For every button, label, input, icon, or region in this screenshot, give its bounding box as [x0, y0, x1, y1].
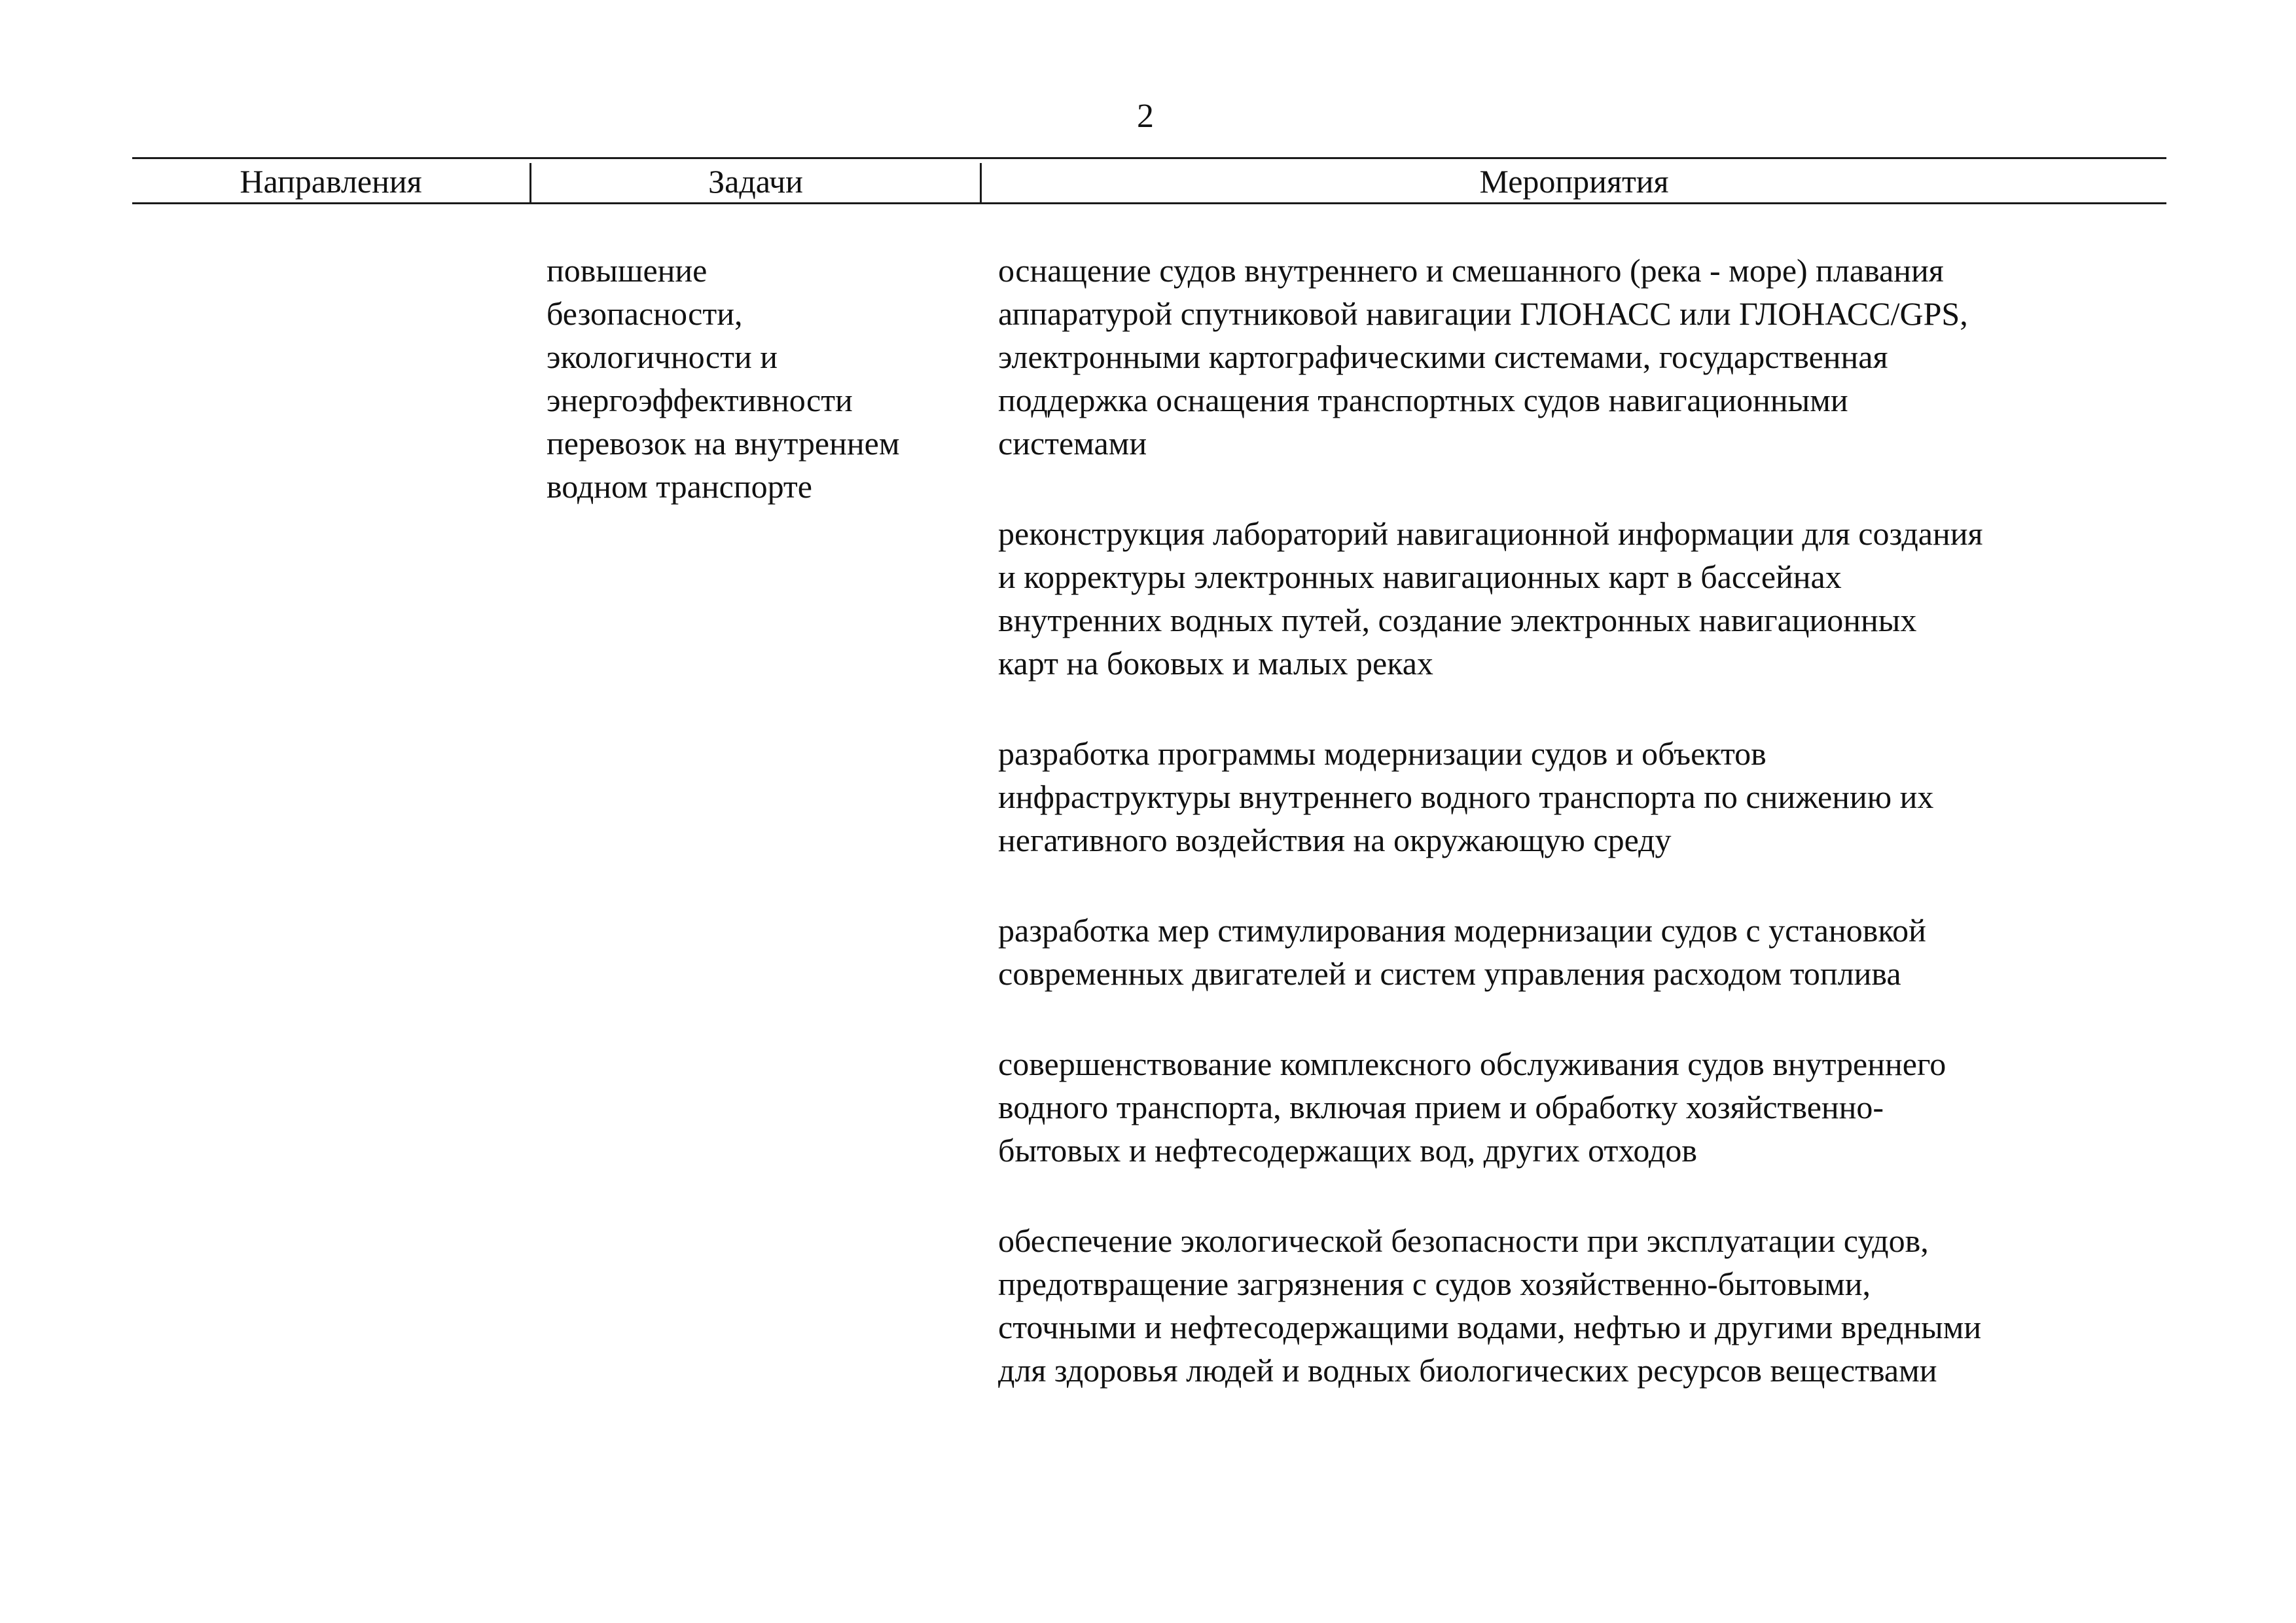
- measure-line: внутренних водных путей, создание электронных навигационных: [998, 602, 1917, 638]
- measure-line: для здоровья людей и водных биологических ресурсов веществами: [998, 1352, 1937, 1389]
- measure-line: современных двигателей и систем управления расходом топлива: [998, 955, 1901, 992]
- task-cell: [547, 249, 972, 508]
- measure-line: и корректуры электронных навигационных карт в бассейнах: [998, 558, 1842, 595]
- measure-line: электронными картографическими системами, государственная: [998, 338, 1888, 375]
- measures-cell: [998, 249, 2166, 1439]
- table-header-bottom-rule: [132, 202, 2166, 204]
- measure-item: [998, 732, 2166, 862]
- task-line: водном транспорте: [547, 468, 812, 505]
- measure-line: поддержка оснащения транспортных судов навигационными: [998, 382, 1848, 418]
- measure-line: сточными и нефтесодержащими водами, нефтью и другими вредными: [998, 1309, 1982, 1345]
- header-directions: Направления: [240, 163, 422, 200]
- measure-item: [998, 249, 2166, 465]
- measure-item: [998, 1042, 2166, 1172]
- measure-line: оснащение судов внутреннего и смешанного (река - море) плавания: [998, 252, 1944, 289]
- measure-line: бытовых и нефтесодержащих вод, других отходов: [998, 1132, 1698, 1169]
- measure-line: реконструкция лабораторий навигационной информации для создания: [998, 515, 1983, 552]
- measure-line: водного транспорта, включая прием и обработку хозяйственно-: [998, 1089, 1884, 1125]
- measure-item: [998, 1219, 2166, 1392]
- header-tasks: Задачи: [708, 163, 803, 200]
- measure-item: [998, 512, 2166, 685]
- measure-line: разработка программы модернизации судов и объектов: [998, 735, 1767, 772]
- header-measures: Мероприятия: [1479, 163, 1669, 200]
- measure-line: системами: [998, 425, 1147, 462]
- page-number: 2: [1137, 98, 1154, 135]
- measure-line: аппаратурой спутниковой навигации ГЛОНАСС или ГЛОНАСС/GPS,: [998, 295, 1968, 332]
- task-line: безопасности,: [547, 295, 743, 332]
- measure-line: разработка мер стимулирования модернизации судов с установкой: [998, 912, 1926, 949]
- measure-line: негативного воздействия на окружающую среду: [998, 822, 1672, 858]
- measure-line: карт на боковых и малых реках: [998, 645, 1433, 682]
- table-top-rule: [132, 157, 2166, 159]
- task-line: повышение: [547, 252, 708, 289]
- task-line: перевозок на внутреннем: [547, 425, 900, 462]
- measure-line: совершенствование комплексного обслуживания судов внутреннего: [998, 1046, 1946, 1082]
- task-line: энергоэффективности: [547, 382, 853, 418]
- measure-item: [998, 909, 2166, 995]
- task-line: экологичности и: [547, 338, 778, 375]
- measure-line: обеспечение экологической безопасности при эксплуатации судов,: [998, 1222, 1929, 1259]
- measure-line: инфраструктуры внутреннего водного транспорта по снижению их: [998, 778, 1934, 815]
- measure-line: предотвращение загрязнения с судов хозяйственно-бытовыми,: [998, 1266, 1871, 1302]
